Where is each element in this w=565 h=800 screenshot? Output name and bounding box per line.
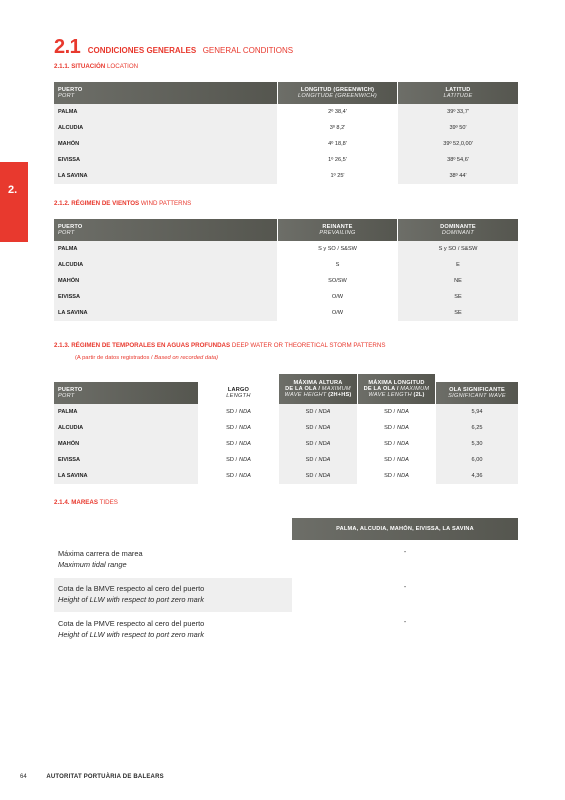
port-cell: EIVISSA [54, 152, 278, 168]
nda-es: SD / [305, 409, 317, 415]
header-cell: MÁXIMA LONGITUD DE LA OLA / MAXIMUM WAVE LENGTH (2L) [358, 374, 436, 404]
port-cell: LA SAVINA [54, 305, 278, 321]
wind-title-en: WIND PATTERNS [140, 200, 192, 207]
port-cell: EIVISSA [54, 289, 278, 305]
tides-row-label [54, 543, 292, 577]
nda-en: NDA [397, 425, 409, 431]
dominant-cell: SE [398, 289, 518, 305]
tides-title-en: TIDES [99, 499, 118, 506]
nda-es: SD / [305, 425, 317, 431]
nda-es: SD / [305, 457, 317, 463]
nda-es: SD / [305, 473, 317, 479]
nda-en: NDA [239, 409, 251, 415]
header-cell: REINANTE PREVAILING [278, 219, 398, 241]
port-cell: MAHÓN [54, 436, 199, 452]
tides-row [54, 543, 518, 577]
table-header [54, 219, 518, 241]
table-header [54, 374, 518, 404]
tides-label-en: Maximum tidal range [58, 560, 127, 569]
prevailing-cell: O/W [278, 305, 398, 321]
wind-heading [54, 200, 191, 207]
tides-row-value: - [403, 584, 407, 591]
table-row [54, 152, 518, 168]
port-cell: PALMA [54, 241, 278, 257]
nda-en: NDA [397, 409, 409, 415]
length-cell [199, 468, 279, 484]
tides-row [54, 578, 518, 612]
nda-en: NDA [239, 457, 251, 463]
tides-row-value: - [403, 619, 407, 626]
storm-num: 2.1.3. [54, 342, 70, 349]
header-cell: LATITUD LATITUDE [398, 82, 518, 104]
max-height-cell [279, 420, 358, 436]
longitude-cell: 1º 25' [278, 168, 398, 184]
location-table [54, 82, 518, 184]
storm-note-en: Based on recorded data) [154, 355, 219, 361]
header-cell: PUERTO PORT [54, 219, 278, 241]
latitude-cell: 38º 54,6' [398, 152, 518, 168]
nda-en: NDA [318, 473, 331, 479]
port-cell: MAHÓN [54, 273, 278, 289]
tides-row [54, 613, 518, 647]
table-row [54, 404, 518, 420]
prevailing-cell: S y SO / S&SW [278, 241, 398, 257]
header-cell: PUERTO PORT [54, 82, 278, 104]
latitude-cell: 38º 44' [398, 168, 518, 184]
tides-row-value: - [403, 549, 407, 556]
table-row [54, 420, 518, 436]
longitude-cell: 3º 8,2' [278, 120, 398, 136]
nda-es: SD / [226, 409, 238, 415]
section-title-es: CONDICIONES GENERALES [87, 46, 197, 55]
tides-label-en: Height of LLW with respect to port zero mark [58, 630, 204, 639]
header-cell: LARGO LENGTH [199, 382, 279, 404]
latitude-cell: 39º 52,0,00' [398, 136, 518, 152]
wind-title-es: RÉGIMEN DE VIENTOS [71, 200, 140, 207]
nda-en: NDA [318, 409, 331, 415]
table-header [54, 82, 518, 104]
location-num: 2.1.1. [54, 63, 70, 70]
table-row [54, 136, 518, 152]
tides-row-label [54, 578, 292, 612]
nda-es: SD / [226, 457, 238, 463]
nda-es: SD / [226, 441, 238, 447]
tides-table-header [54, 518, 518, 540]
header-cell: PUERTO PORT [54, 382, 199, 404]
significant-wave-cell: 6,25 [436, 420, 518, 436]
dominant-cell: NE [398, 273, 518, 289]
port-cell: MAHÓN [54, 136, 278, 152]
tides-label-en: Height of LLW with respect to port zero mark [58, 595, 204, 604]
nda-es: SD / [226, 473, 238, 479]
latitude-cell: 39º 50' [398, 120, 518, 136]
nda-en: NDA [318, 441, 331, 447]
port-cell: ALCUDIA [54, 120, 278, 136]
table-row [54, 120, 518, 136]
prevailing-cell: S [278, 257, 398, 273]
significant-wave-cell: 6,00 [436, 452, 518, 468]
page-number: 64 [20, 774, 27, 780]
length-cell [199, 404, 279, 420]
header-cell: MÁXIMA ALTURA DE LA OLA / MAXIMUM WAVE HEIGHT (2H+HS) [279, 374, 358, 404]
table-row [54, 289, 518, 305]
page-footer [20, 774, 164, 780]
prevailing-cell: SO/SW [278, 273, 398, 289]
tides-title-es: MAREAS [71, 499, 99, 506]
table-row [54, 468, 518, 484]
nda-en: NDA [239, 441, 251, 447]
port-cell: LA SAVINA [54, 468, 199, 484]
nda-es: SD / [226, 425, 238, 431]
section-number: 2.1 [54, 36, 81, 58]
table-row [54, 305, 518, 321]
section-title-en: GENERAL CONDITIONS [202, 46, 294, 55]
storm-note-es: (A partir de datos registrados / [75, 355, 153, 361]
tides-label-es: Cota de la BMVE respecto al cero del puerto [58, 584, 205, 593]
nda-en: NDA [239, 425, 251, 431]
storm-title-en: DEEP WATER OR THEORETICAL STORM PATTERNS [231, 342, 386, 349]
storm-heading [54, 342, 385, 349]
max-length-cell [358, 436, 436, 452]
max-height-cell [279, 468, 358, 484]
nda-en: NDA [239, 473, 251, 479]
dominant-cell: SE [398, 305, 518, 321]
nda-en: NDA [397, 473, 409, 479]
table-row [54, 168, 518, 184]
nda-en: NDA [397, 441, 409, 447]
length-cell [199, 452, 279, 468]
significant-wave-cell: 5,30 [436, 436, 518, 452]
max-height-cell [279, 404, 358, 420]
longitude-cell: 1º 26,5' [278, 152, 398, 168]
port-cell: EIVISSA [54, 452, 199, 468]
header-cell: DOMINANTE DOMINANT [398, 219, 518, 241]
nda-es: SD / [384, 441, 396, 447]
length-cell [199, 436, 279, 452]
section-title [54, 36, 293, 59]
location-heading [54, 63, 138, 70]
port-cell: PALMA [54, 104, 278, 120]
prevailing-cell: O/W [278, 289, 398, 305]
chapter-tab-label: 2. [8, 184, 18, 196]
storm-title-es: RÉGIMEN DE TEMPORALES EN AGUAS PROFUNDAS [71, 342, 231, 349]
nda-es: SD / [384, 409, 396, 415]
max-length-cell [358, 468, 436, 484]
nda-en: NDA [318, 425, 331, 431]
header-cell: LONGITUD (GREENWICH) LONGITUDE (GREENWICH) [278, 82, 398, 104]
header-cell: OLA SIGNIFICANTE SIGNIFICANT WAVE [436, 382, 518, 404]
table-row [54, 436, 518, 452]
longitude-cell: 2º 38,4' [278, 104, 398, 120]
table-row [54, 241, 518, 257]
port-cell: LA SAVINA [54, 168, 278, 184]
wind-num: 2.1.2. [54, 200, 70, 207]
dominant-cell: E [398, 257, 518, 273]
tides-label-es: Máxima carrera de marea [58, 549, 143, 558]
nda-es: SD / [384, 457, 396, 463]
chapter-tab [0, 162, 28, 242]
length-cell [199, 420, 279, 436]
max-length-cell [358, 404, 436, 420]
tides-num: 2.1.4. [54, 499, 70, 506]
nda-es: SD / [384, 473, 396, 479]
tides-header-empty [54, 518, 292, 540]
max-length-cell [358, 420, 436, 436]
wind-table [54, 219, 518, 321]
nda-es: SD / [384, 425, 396, 431]
tides-header-ports: PALMA, ALCUDIA, MAHÓN, EIVISSA, LA SAVINA [292, 518, 518, 540]
nda-en: NDA [397, 457, 409, 463]
max-height-cell [279, 436, 358, 452]
tides-row-label [54, 613, 292, 647]
table-row [54, 273, 518, 289]
storm-note [75, 355, 218, 361]
port-cell: PALMA [54, 404, 199, 420]
latitude-cell: 39º 33,7' [398, 104, 518, 120]
location-title-es: SITUACIÓN [71, 63, 106, 70]
longitude-cell: 4º 18,8' [278, 136, 398, 152]
max-height-cell [279, 452, 358, 468]
max-length-cell [358, 452, 436, 468]
table-row [54, 104, 518, 120]
significant-wave-cell: 5,94 [436, 404, 518, 420]
port-cell: ALCUDIA [54, 420, 199, 436]
table-row [54, 257, 518, 273]
dominant-cell: S y SO / S&SW [398, 241, 518, 257]
port-cell: ALCUDIA [54, 257, 278, 273]
publisher-name: AUTORITAT PORTUÀRIA DE BALEARS [46, 774, 164, 780]
storm-table [54, 374, 518, 484]
nda-en: NDA [318, 457, 331, 463]
significant-wave-cell: 4,36 [436, 468, 518, 484]
table-row [54, 452, 518, 468]
tides-label-es: Cota de la PMVE respecto al cero del puerto [58, 619, 205, 628]
nda-es: SD / [305, 441, 317, 447]
tides-heading [54, 499, 118, 506]
location-title-en: LOCATION [106, 63, 139, 70]
